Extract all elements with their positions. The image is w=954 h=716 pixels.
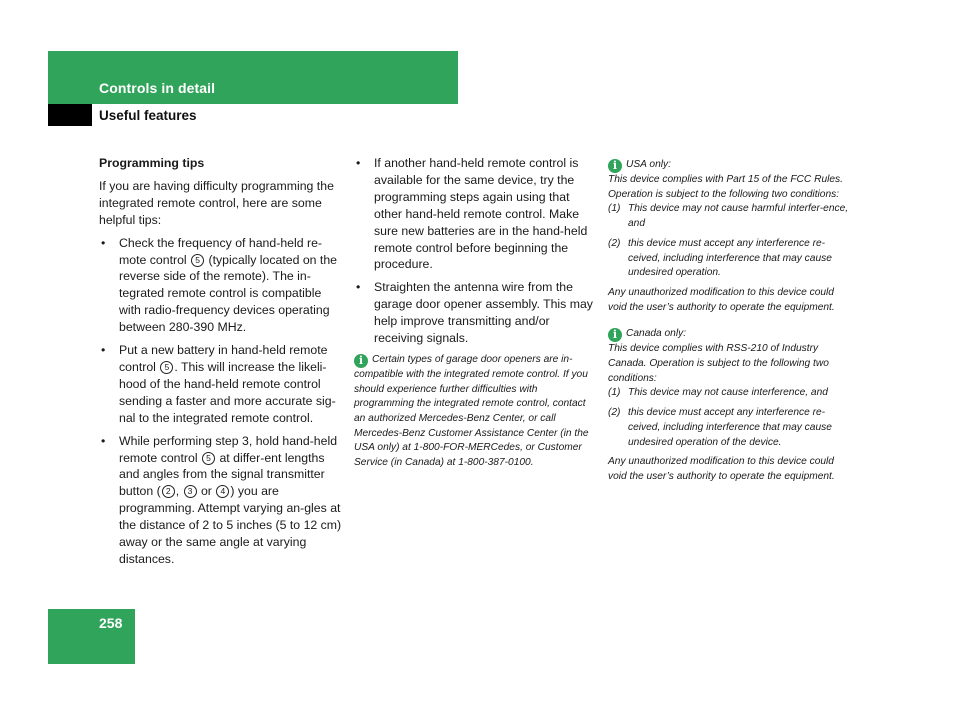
info-icon: i <box>608 328 622 342</box>
usa-text: This device complies with Part 15 of the FCC Rules. Operation is subject to the following two conditions: <box>608 174 843 200</box>
tips-list <box>354 155 594 347</box>
circled-number-icon: 5 <box>191 254 204 267</box>
page-number: 258 <box>99 615 123 631</box>
usa-notice <box>608 158 850 315</box>
info-icon: i <box>608 159 622 173</box>
list-item: • Straighten the antenna wire from the garage door opener assembly. This may help improve transmitting and/or receiving signals. <box>356 280 593 346</box>
canada-footer: Any unauthorized modification to this device could void the user’s authority to operate the equipment. <box>608 456 835 482</box>
list-item: • If another hand-held remote control is available for the same device, try the programming steps again using that other hand-held remote control. Make sure new batteries are in the hand-held remote control before beginning the procedure. <box>356 156 588 272</box>
condition-item: (2) this device must accept any interference re-ceived, including interference that may cause undesired operation of the device. <box>608 407 832 448</box>
column-programming-tips <box>99 155 344 574</box>
usa-footer: Any unauthorized modification to this device could void the user’s authority to operate the equipment. <box>608 286 835 313</box>
list-item: • Put a new battery in hand-held remote control 5 . This will increase the likeli-hood of the hand-held remote control sending a faster and more accurate sig-nal to the integrated remote control. <box>101 343 336 425</box>
section-subtitle: Useful features <box>99 108 197 123</box>
circled-number-icon: 5 <box>160 361 173 374</box>
bullet-icon: • <box>101 343 106 358</box>
canada-text: This device complies with RSS-210 of Industry Canada. Operation is subject to the following two conditions: <box>608 343 829 384</box>
tips-list <box>99 235 344 568</box>
canada-notice <box>608 327 850 484</box>
header-tab-marker <box>48 104 92 126</box>
bullet-icon: • <box>101 235 106 250</box>
circled-number-icon: 4 <box>216 485 229 498</box>
condition-item: (1) This device may not cause harmful interfer-ence, and <box>608 203 849 230</box>
list-item: • While performing step 3, hold hand-held remote control 5 at differ-ent lengths and angles from the signal transmitter button ( 2 , 3 or 4 ) you are programming. Attempt varying an-gles at the distance of 2 to 5 inches (5 to 12 cm) away or the same angle at varying distances. <box>101 433 342 566</box>
programming-tips-heading: Programming tips <box>99 156 205 170</box>
bullet-icon: • <box>356 280 361 295</box>
list-item: • Check the frequency of hand-held re-mote control 5 (typically located on the reverse side of the remote). The in-tegrated remote control is compatible with radio-frequency devices operating between 280-390 MHz. <box>101 235 338 335</box>
compatibility-note: i Certain types of garage door openers are in-compatible with the integrated remote control. If you should experience further difficulties with programming the integrated remote control, contact an authorized Mercedes-Benz Center, or call Mercedes-Benz Customer Assistance Center (in the USA only) at 1-800-FOR-MERCedes, or Customer Service (in Canada) at 1-800-387-0100. <box>354 353 589 469</box>
bullet-icon: • <box>356 156 361 170</box>
circled-number-icon: 2 <box>162 485 175 498</box>
condition-item: (1) This device may not cause interference, and <box>608 387 828 399</box>
section-title: Controls in detail <box>99 80 216 96</box>
info-icon: i <box>354 354 368 368</box>
circled-number-icon: 3 <box>184 485 197 498</box>
condition-item: (2) this device must accept any interference re-ceived, including interference that may cause undesired operation. <box>608 237 832 279</box>
usa-label: USA only: <box>626 159 671 170</box>
canada-label: Canada only: <box>626 328 687 340</box>
column-regulatory <box>608 158 850 491</box>
bullet-icon: • <box>101 433 106 448</box>
circled-number-icon: 5 <box>202 452 215 465</box>
intro-paragraph: If you are having difficulty programming the integrated remote control, here are some helpful tips: <box>99 178 334 227</box>
column-more-tips <box>354 155 594 471</box>
header-band <box>48 51 458 104</box>
